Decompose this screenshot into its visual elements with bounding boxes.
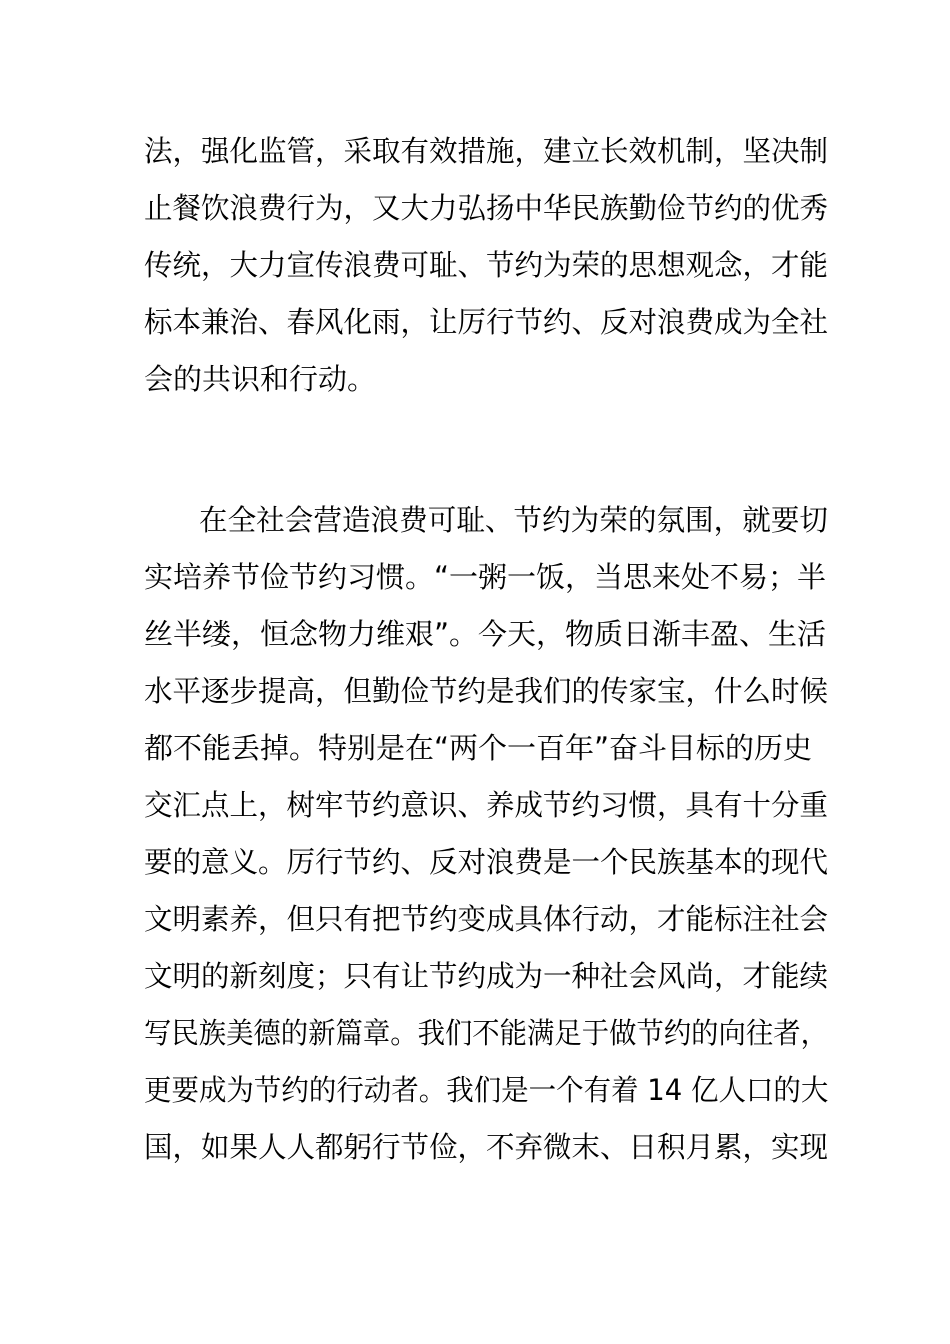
text-line: 更要成为节约的行动者。我们是一个有着 14 亿人口的大 — [144, 1073, 829, 1107]
text-line: 都不能丢掉。特别是在“两个一百年”奋斗目标的历史 — [144, 731, 813, 765]
text-line: 标本兼治、春风化雨，让厉行节约、反对浪费成为全社 — [144, 305, 829, 339]
text-line: 文明素养，但只有把节约变成具体行动，才能标注社会 — [144, 902, 829, 936]
text-line: 国，如果人人都躬行节俭，不弃微末、日积月累，实现 — [144, 1130, 829, 1164]
text-line: 交汇点上，树牢节约意识、养成节约习惯，具有十分重 — [144, 788, 829, 822]
text-line: 要的意义。厉行节约、反对浪费是一个民族基本的现代 — [144, 845, 829, 879]
text-line: 写民族美德的新篇章。我们不能满足于做节约的向往者， — [144, 1016, 828, 1050]
text-line: 在全社会营造浪费可耻、节约为荣的氛围，就要切 — [199, 503, 829, 537]
text-line: 法，强化监管，采取有效措施，建立长效机制，坚决制 — [144, 134, 829, 168]
text-line: 传统，大力宣传浪费可耻、节约为荣的思想观念，才能 — [144, 248, 829, 282]
text-line: 文明的新刻度；只有让节约成为一种社会风尚，才能续 — [144, 959, 829, 993]
text-line: 丝半缕，恒念物力维艰”。今天，物质日渐丰盈、生活 — [144, 617, 827, 651]
text-line: 水平逐步提高，但勤俭节约是我们的传家宝，什么时候 — [144, 674, 829, 708]
text-line: 止餐饮浪费行为，又大力弘扬中华民族勤俭节约的优秀 — [144, 191, 829, 225]
text-line: 会的共识和行动。 — [144, 362, 377, 396]
text-line: 实培养节俭节约习惯。“一粥一饭，当思来处不易；半 — [144, 560, 827, 594]
